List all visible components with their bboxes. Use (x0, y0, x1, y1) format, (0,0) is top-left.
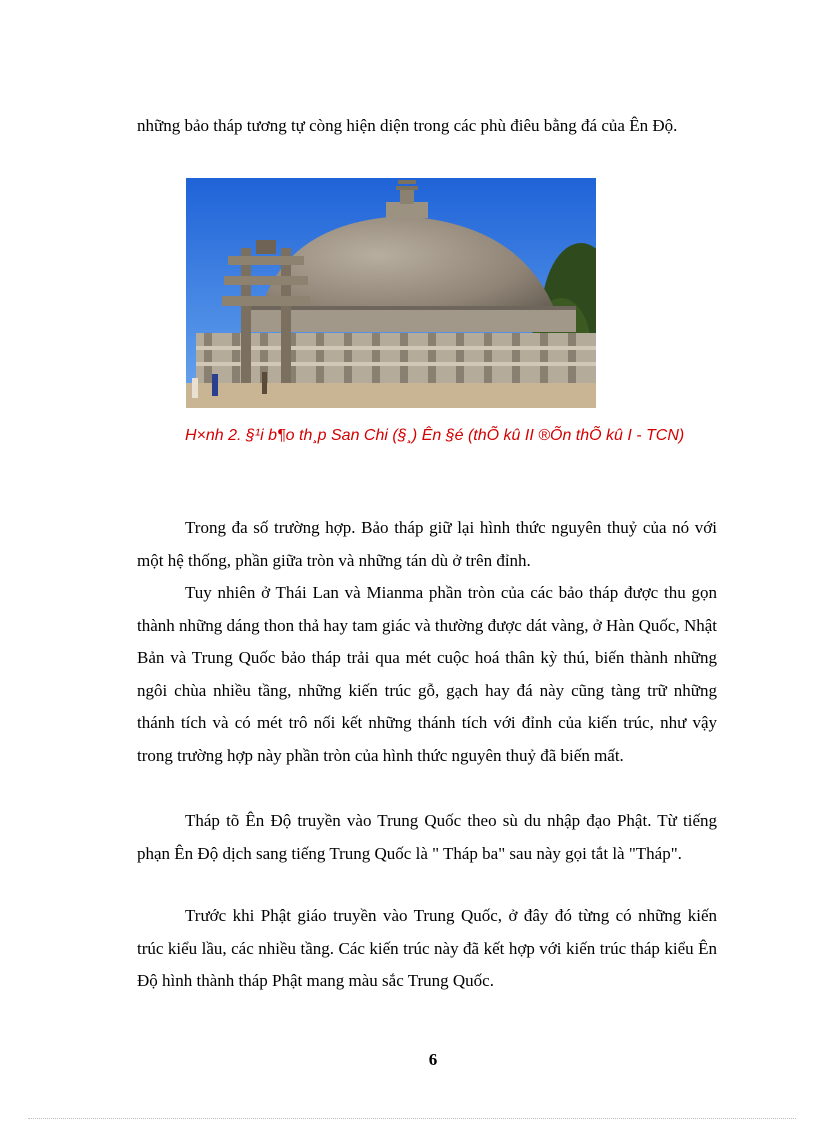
great-stupa-sanchi-illustration (186, 178, 596, 408)
paragraph-continued: những bảo tháp tương tự còng hiện diện trong các phù điêu bằng đá của Ên Độ. (137, 116, 678, 135)
figure-caption: H×nh 2. §¹i b¶o th¸p San Chi (§¸) Ên §é (thÕ kû II ®Õn thÕ kû I - TCN) (185, 427, 685, 444)
footer-divider (28, 1118, 796, 1119)
stupa-photo (186, 178, 596, 408)
paragraph: Trước khi Phật giáo truyền vào Trung Quốc, ở đây đó từng có những kiến trúc kiểu lầu, các nhiều tầng. Các kiến trúc này đã kết hợp với kiến trúc tháp kiểu Ên Độ hình thành tháp Phật mang màu sắc Trung Quốc. (137, 906, 717, 990)
paragraph: Tháp tõ Ên Độ truyền vào Trung Quốc theo sù du nhập đạo Phật. Từ tiếng phạn Ên Độ dịch sang tiếng Trung Quốc là " Tháp ba" sau này gọi tắt là "Tháp". (137, 811, 717, 863)
paragraph: Tuy nhiên ở Thái Lan và Mianma phần tròn của các bảo tháp được thu gọn thành những dáng thon thả hay tam giác và thường được dát vàng, ở Hàn Quốc, Nhật Bản và Trung Quốc bảo tháp trải qua mét cuộc hoá thân kỳ thú, biến thành những ngôi chùa nhiều tầng, những kiến trúc gỗ, gạch hay đá này cũng tàng trữ những thánh tích và có mét trô nối kết những thánh tích với đỉnh của kiến trúc, như vậy trong trường hợp này phần tròn của hình thức nguyên thuỷ đã biến mất. (137, 583, 717, 765)
paragraph: Trong đa số trường hợp. Bảo tháp giữ lại hình thức nguyên thuỷ của nó với một hệ thống, phần giữa tròn và những tán dù ở trên đỉnh. (137, 518, 717, 570)
page-number: 6 (428, 1050, 438, 1069)
